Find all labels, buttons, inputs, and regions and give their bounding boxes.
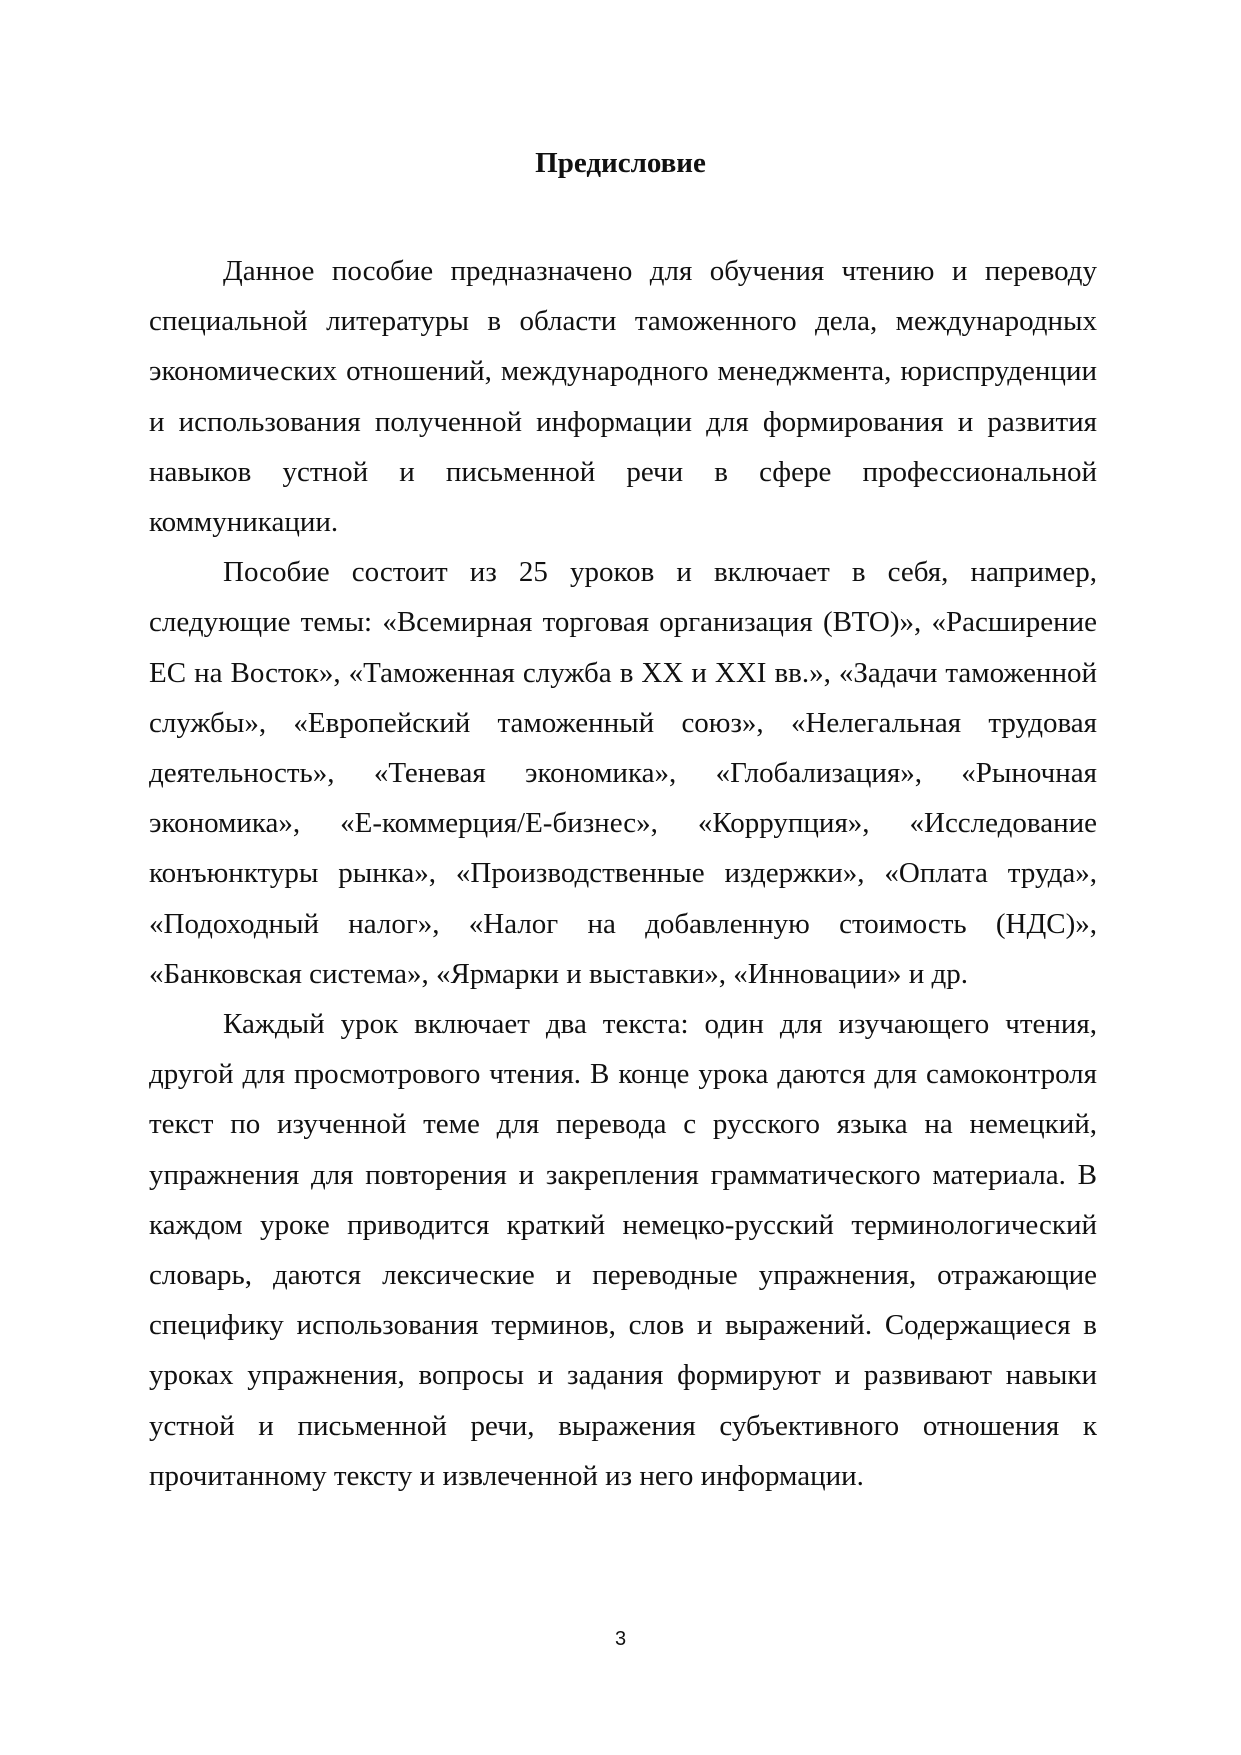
paragraph-purpose: Данное пособие предназначено для обучения чтению и переводу специальной литературы в области таможенного дела, международных экономических отношений, международного менеджмента, юриспруденции и использования полученной информации для формирования и развития навыков устной и письменной речи в сфере профессиональной коммуникации. — [149, 255, 1097, 539]
paragraph-lesson-structure: Каждый урок включает два текста: один для изучающего чтения, другой для просмотрового чтения. В конце урока даются для самоконтроля текст по изученной теме для перевода с русского языка на немецкий, упражнения для повторения и закрепления грамматического материала. В каждом уроке приводится краткий немецко-русский терминологический словарь, даются лексические и переводные упражнения, отражающие специфику использования терминов, слов и выражений. Содержащиеся в уроках упражнения, вопросы и задания формируют и развивают навыки устной и письменной речи, выражения субъективного отношения к прочитанному тексту и извлеченной из него информации. — [149, 1008, 1097, 1492]
body-text — [149, 246, 1097, 1501]
paragraph-contents: Пособие состоит из 25 уроков и включает в себя, например, следующие темы: «Всемирная торговая организация (ВТО)», «Расширение ЕС на Восток», «Таможенная служба в XX и XXI вв.», «Задачи таможенной службы», «Европейский таможенный союз», «Нелегальная трудовая деятельность», «Теневая экономика», «Глобализация», «Рыночная экономика», «Е-коммерция/Е-бизнес», «Коррупция», «Исследование конъюнктуры рынка», «Производственные издержки», «Оплата труда», «Подоходный налог», «Налог на добавленную стоимость (НДС)», «Банковская система», «Ярмарки и выставки», «Инновации» и др. — [149, 556, 1097, 990]
page-title: Предисловие — [535, 147, 706, 179]
page-number: 3 — [614, 1628, 627, 1650]
